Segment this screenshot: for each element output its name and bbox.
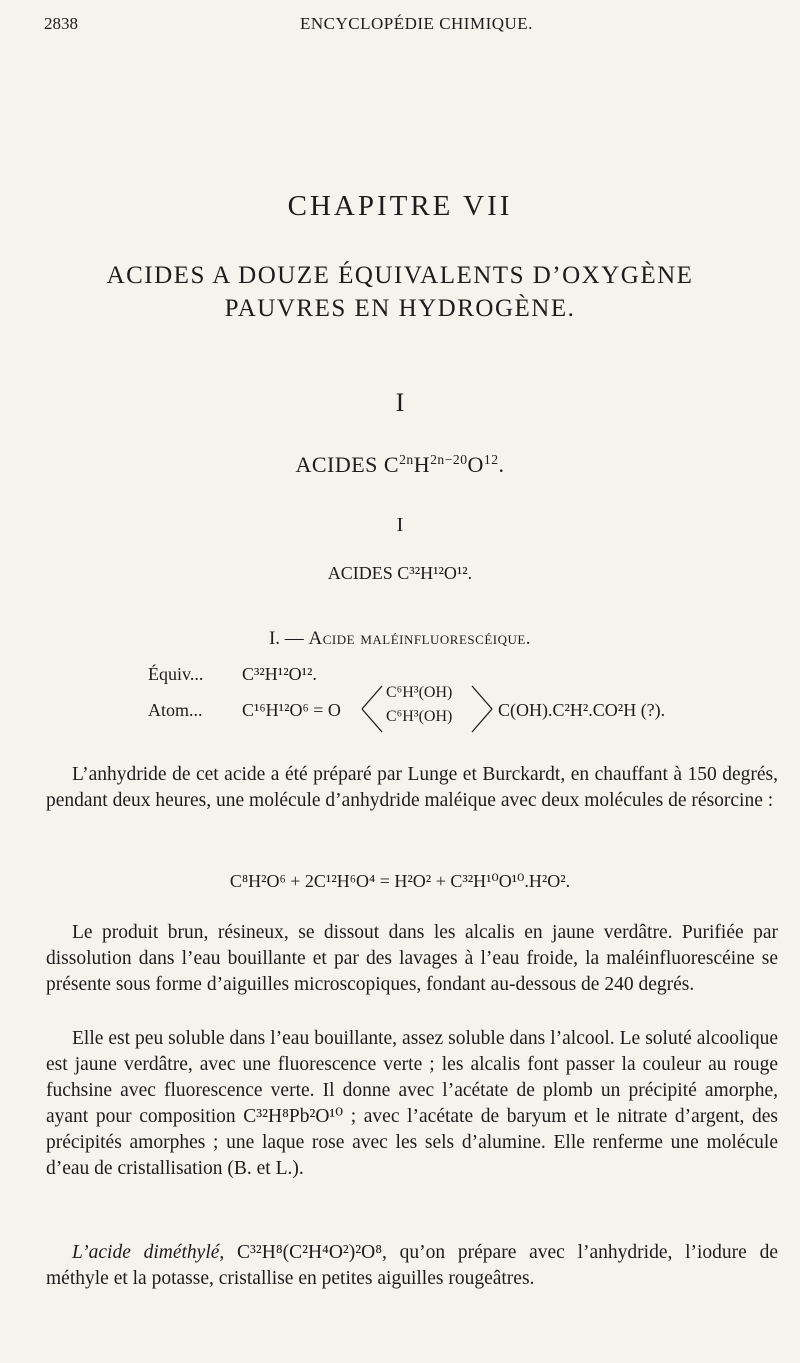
atom-formula-left: C¹⁶H¹²O⁶ = O (242, 700, 341, 720)
dimethyl-acid-formula: C³²H⁸(C²H⁴O²)²O⁸, (237, 1242, 387, 1263)
paragraph-4: L’acide diméthylé, C³²H⁸(C²H⁴O²)²O⁸, qu’on prépare avec l’anhydride, l’iodure de méthyle et la potasse, cristallise en petites aiguilles rougeâtres. (46, 1242, 778, 1289)
left-bracket-lines (358, 682, 384, 736)
running-title: ENCYCLOPÉDIE CHIMIQUE. (300, 14, 533, 33)
section-title: ACIDES $C^{2n}H^{2n-20}O^{12}$. (295, 451, 505, 477)
chapter-subtitle-line2: PAUVRES EN HYDROGÈNE. (224, 295, 576, 322)
chapter-subtitle-line1: ACIDES A DOUZE ÉQUIVALENTS D’OXYGÈNE (106, 262, 694, 289)
subsection-title: ACIDES C³²H¹²O¹². (327, 563, 473, 583)
right-bracket-lines (470, 682, 496, 736)
chapter-title: CHAPITRE VII (287, 190, 513, 222)
equiv-label: Équiv... (148, 664, 204, 684)
atom-formula-right: C(OH).C²H².CO²H (?). (498, 700, 666, 720)
equiv-formula: C³²H¹²O¹². (242, 664, 317, 684)
atom-label: Atom... (148, 700, 203, 720)
paragraph-1: L’anhydride de cet acide a été préparé par Lunge et Burckardt, en chauffant à 150 degrés, pendant deux heures, une molécule d’anhydride maléique avec deux molécules de résorcine : (46, 764, 778, 811)
dimethyl-acid-name: L’acide diméthylé, (72, 1242, 225, 1263)
atom-branch-bottom: C⁶H³(OH) (386, 708, 453, 725)
atom-branch-top: C⁶H³(OH) (386, 684, 453, 701)
page-number: 2838 (44, 14, 78, 33)
reaction-equation: C⁸H²O⁶ + 2C¹²H⁶O⁴ = H²O² + C³²H¹⁰O¹⁰.H²O². (229, 871, 571, 891)
paragraph-2: Le produit brun, résineux, se dissout dans les alcalis en jaune verdâtre. Purifiée par dissolution dans l’eau bouillante et par des lavages à l’eau froide, la maléinfluorescéine se présente sous forme d’aiguilles microscopiques, fondant au-dessous de 240 degrés. (46, 922, 778, 995)
paragraph-3: Elle est peu soluble dans l’eau bouillante, assez soluble dans l’alcool. Le soluté alcoolique est jaune verdâtre, avec une fluorescence verte ; les alcalis font passer la couleur au rouge fuchsine avec fluorescence verte. Il donne avec l’acétate de plomb un précipité amorphe, ayant pour composition C³²H⁸Pb²O¹⁰ ; avec l’acétate de baryum et le nitrate d’argent, des précipités amorphes ; une laque rose avec les sels d’alumine. Elle renferme une molécule d’eau de cristallisation (B. et L.). (46, 1028, 778, 1179)
section-numeral: I (395, 388, 405, 417)
subsection-numeral: I (396, 514, 404, 536)
compound-heading: I. — Acide maléinfluorescéique. (268, 628, 532, 649)
